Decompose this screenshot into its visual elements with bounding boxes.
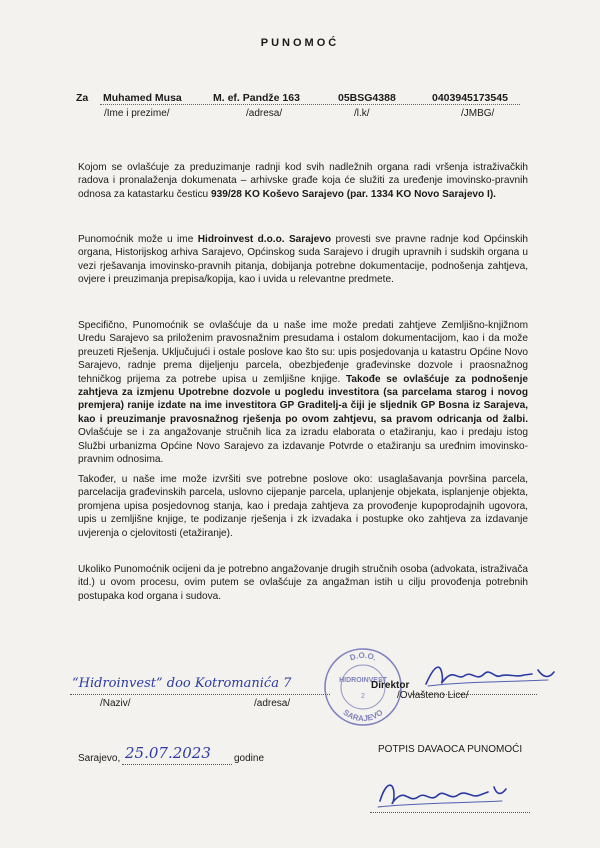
grantor-signature [372, 775, 512, 815]
paragraph-scope [78, 161, 528, 201]
label-address: /adresa/ [246, 108, 283, 119]
paragraph-specific-bold: Takođe se ovlašćuje za podnošenje zahtjeva za izmjenu Upotrebne dozvole u pogledu investitora (sa parcelama starog i novog premjera) ranije izdate na ime investitora GP Graditelj-a čiji je sljednik GP Bosna iz Sarajeva, kao i preuzimanje pravosnažnog rješenja po ovom zahtjevu, sa pravom odricanja od žalbi. [78, 373, 528, 425]
company-dotted-line [70, 694, 330, 695]
stamp-top-text: D.O.O. [348, 650, 378, 663]
stamp-center-text: 2 [361, 693, 365, 700]
handwritten-date: 25.07.2023 [125, 744, 211, 762]
grantor-dotted-line [370, 812, 530, 813]
principal-name: Muhamed Musa [103, 92, 182, 104]
label-naziv: /Naziv/ [100, 698, 131, 709]
director-label: Direktor [371, 680, 410, 691]
date-godine: godine [234, 753, 265, 764]
date-city: Sarajevo, [78, 753, 121, 764]
paragraph-authority-text1: Punomoćnik može u ime [78, 234, 198, 245]
paragraph-authority-text2: provesti sve pravne radnje kod Općinskih organa, Historijskog arhiva Sarajevo, Općinskog suda Sarajevo i drugih upravnih i sudskih organa u vezi rješavanja imovinsko-pravnih pitanja, dobijanja potrebne dokumentacije, podnošenja zahtjeva, ovjere i preuzimanja prepisa/kopija, kao i uvida u relevantne predmete. [78, 234, 529, 286]
label-id-card: /l.k/ [354, 108, 370, 119]
document-title: PUNOMOĆ [260, 37, 340, 49]
paragraph-scope-parcel: 939/28 KO Koševo Sarajevo (par. 1334 KO Novo Sarajevo I). [210, 188, 496, 200]
date-dotted-line [122, 764, 232, 765]
principal-id-card: 05BSG4388 [338, 92, 396, 104]
paragraph-scope-text: Kojom se ovlašćuje za preduzimanje radnji kod svih nadležnih organa radi vršenja istraživačkih radova i pronalaženja dokumenata – arhivske građe koja će služiti za uređenje imovinsko-pravnih odnosa za katastarku česticu [78, 162, 528, 200]
handwritten-company: “Hidroinvest” doo Kotromanića 7 [72, 676, 292, 691]
paragraph-authority [78, 233, 528, 287]
paragraph-authority-company: Hidroinvest d.o.o. Sarajevo [197, 234, 332, 245]
paragraph-experts: Ukoliko Punomoćnik ocijeni da je potrebno angažovanje drugih stručnih osoba (advokata, istraživača itd.) u ovom procesu, ovim putem se ovlašćuje za angažman istih u cilju provođenja potrebnih postupaka kod organa i sudova. [78, 564, 528, 602]
principal-prefix: Za [76, 92, 89, 104]
label-adresa-footer: /adresa/ [254, 698, 291, 709]
paragraph-specific-text2: Ovlašćuje se i za angažovanje stručnih lica za izradu elaborata o etažiranju, kao i predaju istog Službi urbanizma Općine Novo Sarajevo za izdavanje Potvrde o etažiranju sa uređnim imovinsko-pravnim odnosima. [78, 427, 528, 466]
principal-jmbg: 0403945173545 [432, 92, 508, 104]
paragraph-specific [78, 319, 528, 466]
stamp-ring-text: HIDROINVEST [339, 677, 387, 684]
label-jmbg: /JMBG/ [461, 108, 495, 119]
svg-text:D.O.O. [349, 651, 378, 663]
svg-text:SARAJEVO [342, 708, 385, 723]
potpis-label: POTPIS DAVAOCA PUNOMOĆI [378, 744, 523, 755]
stamp-bottom-text: SARAJEVO [341, 707, 385, 724]
principal-dotted-line [100, 104, 520, 105]
label-ovlasteno-lice: /Ovlašteno Lice/ [397, 690, 469, 701]
paragraph-specific-text1: Specifično, Punomoćnik se ovlašćuje da u naše ime može predati zahtjeve Zemljišno-knjižnom Uredu Sarajevo sa priloženim pravosnažnim presudama i ostalom dokumentacijom, kao i da može preuzeti Rješenja. Uključujući i ostale poslove kao što su: upis posjedovanja u katastru Općine Novo Sarajevo, radnje prema dijeljenju parcela, obezbjeđenje građevinske dozvole i praosnažnog tehničkog prijema za potrebe upisa u zemljišne knjige. [78, 320, 528, 385]
principal-address: M. ef. Pandže 163 [213, 92, 300, 104]
paragraph-additional: Također, u naše ime može izvršiti sve potrebne poslove oko: usaglašavanja površina parcela, parcelacija građevinskih parcela, uslovno cijepanje parcela, uplanjenje objekata, isplanjenje objekta, promjena upisa posjedovnog stanja, kao i predaja zahtjeva za provođenje kupoprodajnih ugovora, upis u zemljišne knjige, te podizanje rješenja i zk izvadaka i postupke oko zahtjeva za izdavanje uvjerenja o cjelovitosti (etažiranje). [78, 474, 528, 539]
label-name: /Ime i prezime/ [104, 108, 170, 119]
